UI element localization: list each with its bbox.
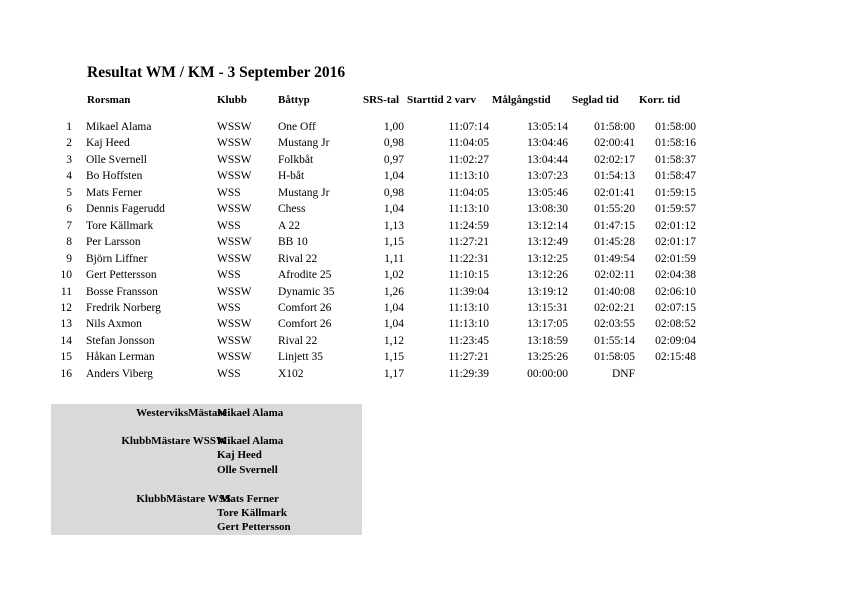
corrected-time-cell: 01:58:16 (655, 137, 696, 150)
srs-cell: 1,04 (383, 318, 404, 331)
club-cell: WSSW (217, 334, 252, 347)
srs-cell: 1,04 (383, 203, 404, 216)
table-row (0, 170, 842, 186)
sailed-time-cell: 01:49:54 (594, 252, 635, 265)
start-time-cell: 11:07:14 (448, 121, 489, 133)
club-cell: WSS (217, 186, 241, 199)
position-cell: 13 (60, 318, 72, 331)
club-cell: WSS (217, 367, 241, 380)
sailed-time-cell: 02:02:11 (594, 269, 635, 282)
position-cell: 14 (60, 334, 72, 347)
boat-type-cell: A 22 (278, 219, 301, 232)
sailor-name-cell: Gert Pettersson (86, 269, 157, 282)
corrected-time-cell: 02:08:52 (655, 318, 696, 331)
sailed-time-cell: 01:54:13 (594, 170, 635, 183)
column-header-malgangstid: Målgångstid (492, 94, 551, 106)
sailed-time-cell: 01:45:28 (594, 236, 635, 249)
srs-cell: 1,04 (383, 301, 404, 314)
club-cell: WSSW (217, 121, 252, 133)
finish-time-cell: 13:19:12 (527, 285, 568, 298)
sailor-name-cell: Mikael Alama (86, 121, 152, 133)
finish-time-cell: 13:12:26 (527, 269, 568, 282)
column-header-rorsman: Rorsman (87, 94, 131, 106)
club-cell: WSS (217, 301, 241, 314)
table-row (0, 302, 842, 318)
corrected-time-cell: 02:15:48 (655, 351, 696, 364)
sailor-name-cell: Fredrik Norberg (86, 301, 161, 314)
sailor-name-cell: Kaj Heed (86, 137, 130, 150)
table-row (0, 236, 842, 252)
sailor-name-cell: Bo Hoffsten (86, 170, 143, 183)
start-time-cell: 11:27:21 (448, 236, 489, 249)
corrected-time-cell: 01:59:57 (655, 203, 696, 216)
table-row (0, 318, 842, 334)
corrected-time-cell: 02:04:38 (655, 269, 696, 282)
column-header-seglad: Seglad tid (572, 94, 619, 106)
sailed-time-cell: 01:58:00 (594, 121, 635, 133)
sailor-name-cell: Dennis Fagerudd (86, 203, 165, 216)
column-header-srs: SRS-tal (363, 94, 400, 106)
srs-cell: 1,02 (383, 269, 404, 282)
srs-cell: 1,15 (383, 351, 404, 364)
start-time-cell: 11:24:59 (448, 219, 489, 232)
start-time-cell: 11:13:10 (448, 170, 489, 183)
club-cell: WSSW (217, 318, 252, 331)
srs-cell: 1,13 (383, 219, 404, 232)
start-time-cell: 11:23:45 (448, 334, 489, 347)
boat-type-cell: Afrodite 25 (278, 269, 332, 282)
sailor-name-cell: Olle Svernell (86, 153, 147, 166)
club-cell: WSSW (217, 236, 252, 249)
corrected-time-cell: 02:06:10 (655, 285, 696, 298)
position-cell: 15 (60, 351, 72, 364)
srs-cell: 1,15 (383, 236, 404, 249)
table-row (0, 351, 842, 367)
sailor-name-cell: Håkan Lerman (86, 351, 155, 364)
position-cell: 12 (60, 301, 72, 314)
wss-champion-name: Tore Källmark (217, 507, 287, 519)
champions-panel (51, 404, 362, 535)
boat-type-cell: BB 10 (278, 236, 308, 249)
column-header-battyp: Båttyp (278, 94, 310, 106)
sailed-time-cell: 01:40:08 (594, 285, 635, 298)
table-row (0, 335, 842, 351)
boat-type-cell: Linjett 35 (278, 351, 324, 364)
boat-type-cell: Rival 22 (278, 252, 318, 265)
sailor-name-cell: Bosse Fransson (86, 285, 158, 298)
sailed-time-cell: 02:01:41 (594, 186, 635, 199)
club-cell: WSS (217, 269, 241, 282)
start-time-cell: 11:13:10 (448, 318, 489, 331)
finish-time-cell: 00:00:00 (527, 367, 568, 380)
sailed-time-cell: 01:55:20 (594, 203, 635, 216)
sailed-time-cell: DNF (611, 367, 635, 380)
wssw-champion-name: Kaj Heed (217, 449, 262, 461)
start-time-cell: 11:13:10 (448, 301, 489, 314)
finish-time-cell: 13:17:05 (527, 318, 568, 331)
page-title: Resultat WM / KM - 3 September 2016 (87, 64, 346, 81)
start-time-cell: 11:13:10 (448, 203, 489, 216)
sailor-name-cell: Anders Viberg (86, 367, 153, 380)
finish-time-cell: 13:25:26 (527, 351, 568, 364)
boat-type-cell: Comfort 26 (278, 301, 332, 314)
srs-cell: 1,00 (383, 121, 404, 133)
club-cell: WSSW (217, 153, 252, 166)
start-time-cell: 11:27:21 (448, 351, 489, 364)
start-time-cell: 11:22:31 (448, 252, 489, 265)
corrected-time-cell: 02:01:17 (655, 236, 696, 249)
column-header-starttid: Starttid 2 varv (407, 94, 477, 106)
start-time-cell: 11:39:04 (448, 285, 489, 298)
position-cell: 2 (66, 137, 72, 150)
club-cell: WSSW (217, 285, 252, 298)
sailed-time-cell: 02:03:55 (594, 318, 635, 331)
srs-cell: 0,97 (383, 153, 404, 166)
finish-time-cell: 13:07:23 (527, 170, 568, 183)
finish-time-cell: 13:05:46 (527, 186, 568, 199)
westervik-champion-label: WesterviksMästare (136, 407, 227, 419)
sailor-name-cell: Per Larsson (86, 236, 141, 249)
table-row (0, 253, 842, 269)
boat-type-cell: Mustang Jr (278, 186, 330, 199)
srs-cell: 0,98 (383, 137, 404, 150)
position-cell: 5 (66, 186, 72, 199)
start-time-cell: 11:04:05 (448, 186, 489, 199)
position-cell: 8 (66, 236, 72, 249)
wss-champion-name: Gert Pettersson (217, 521, 291, 533)
table-row (0, 286, 842, 302)
club-cell: WSSW (217, 203, 252, 216)
corrected-time-cell: 02:07:15 (655, 301, 696, 314)
wss-champion-name: Mats Ferner (220, 493, 279, 505)
column-header-korr: Korr. tid (639, 94, 681, 106)
start-time-cell: 11:04:05 (448, 137, 489, 150)
sailed-time-cell: 01:55:14 (594, 334, 635, 347)
finish-time-cell: 13:18:59 (527, 334, 568, 347)
finish-time-cell: 13:05:14 (527, 121, 568, 133)
position-cell: 7 (66, 219, 72, 232)
sailor-name-cell: Björn Liffner (86, 252, 148, 265)
table-row (0, 203, 842, 219)
position-cell: 9 (66, 252, 72, 265)
srs-cell: 1,04 (383, 170, 404, 183)
finish-time-cell: 13:12:49 (527, 236, 568, 249)
boat-type-cell: Rival 22 (278, 334, 318, 347)
finish-time-cell: 13:15:31 (527, 301, 568, 314)
boat-type-cell: X102 (278, 367, 304, 380)
srs-cell: 1,12 (383, 334, 404, 347)
srs-cell: 1,26 (383, 285, 404, 298)
boat-type-cell: Folkbåt (278, 153, 314, 166)
club-cell: WSSW (217, 170, 252, 183)
boat-type-cell: Dynamic 35 (278, 285, 335, 298)
sailor-name-cell: Stefan Jonsson (86, 334, 155, 347)
table-row (0, 187, 842, 203)
finish-time-cell: 13:12:14 (527, 219, 568, 232)
corrected-time-cell: 02:01:59 (655, 252, 696, 265)
wssw-champion-name: Olle Svernell (217, 464, 278, 476)
table-row (0, 137, 842, 153)
finish-time-cell: 13:04:46 (527, 137, 568, 150)
boat-type-cell: One Off (278, 121, 316, 133)
club-cell: WSSW (217, 252, 252, 265)
corrected-time-cell: 01:58:00 (655, 121, 696, 133)
finish-time-cell: 13:08:30 (527, 203, 568, 216)
corrected-time-cell: 02:01:12 (655, 219, 696, 232)
table-row (0, 154, 842, 170)
club-cell: WSS (217, 219, 241, 232)
finish-time-cell: 13:12:25 (527, 252, 568, 265)
sailed-time-cell: 02:02:21 (594, 301, 635, 314)
corrected-time-cell: 01:59:15 (655, 186, 696, 199)
wssw-champion-name: Mikael Alama (217, 435, 284, 447)
corrected-time-cell: 01:58:37 (655, 153, 696, 166)
club-cell: WSSW (217, 137, 252, 150)
srs-cell: 1,17 (383, 367, 404, 380)
sailed-time-cell: 01:47:15 (594, 219, 635, 232)
sailor-name-cell: Mats Ferner (86, 186, 142, 199)
start-time-cell: 11:29:39 (448, 367, 489, 380)
corrected-time-cell: 01:58:47 (655, 170, 696, 183)
club-cell: WSSW (217, 351, 252, 364)
position-cell: 3 (66, 153, 72, 166)
sailed-time-cell: 02:00:41 (594, 137, 635, 150)
wss-champion-label: KlubbMästare WSS (136, 493, 231, 505)
table-row (0, 121, 842, 137)
table-row (0, 368, 842, 384)
sailor-name-cell: Nils Axmon (86, 318, 142, 331)
corrected-time-cell: 02:09:04 (655, 334, 696, 347)
boat-type-cell: H-båt (278, 170, 305, 183)
table-row (0, 269, 842, 285)
srs-cell: 1,11 (384, 252, 404, 265)
boat-type-cell: Mustang Jr (278, 137, 330, 150)
sailed-time-cell: 02:02:17 (594, 153, 635, 166)
position-cell: 16 (60, 367, 72, 380)
position-cell: 1 (66, 121, 72, 133)
position-cell: 10 (60, 269, 72, 282)
boat-type-cell: Chess (278, 203, 306, 216)
position-cell: 11 (60, 285, 72, 298)
boat-type-cell: Comfort 26 (278, 318, 332, 331)
position-cell: 4 (66, 170, 72, 183)
start-time-cell: 11:02:27 (448, 153, 489, 166)
srs-cell: 0,98 (383, 186, 404, 199)
finish-time-cell: 13:04:44 (527, 153, 568, 166)
position-cell: 6 (66, 203, 72, 216)
sailed-time-cell: 01:58:05 (594, 351, 635, 364)
wssw-champion-label: KlubbMästare WSSW (121, 435, 227, 447)
start-time-cell: 11:10:15 (448, 269, 489, 282)
sailor-name-cell: Tore Källmark (86, 219, 154, 232)
table-row (0, 220, 842, 236)
westervik-champion-name: Mikael Alama (217, 407, 284, 419)
column-header-klubb: Klubb (217, 94, 247, 106)
